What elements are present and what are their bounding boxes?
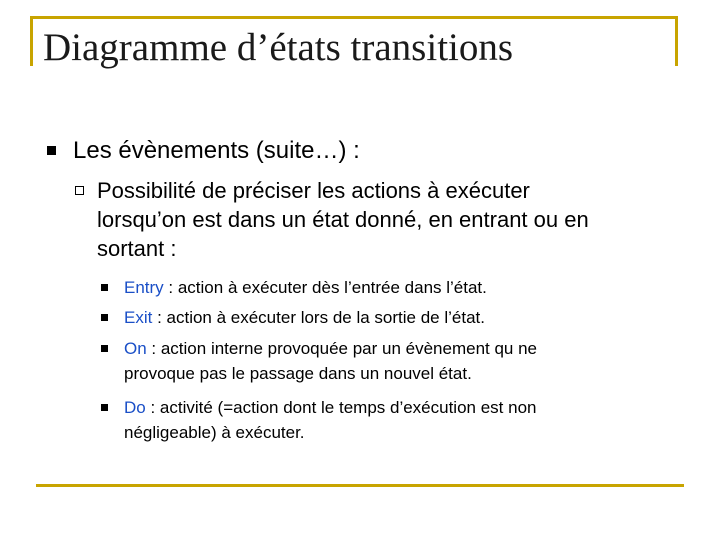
title-frame-top-rule bbox=[30, 16, 678, 19]
entry-keyword: Entry bbox=[124, 278, 164, 297]
exit-item bbox=[124, 306, 485, 329]
level3-square-bullet-icon bbox=[101, 345, 108, 352]
level3-square-bullet-icon bbox=[101, 284, 108, 291]
level1-text: Les évènements (suite…) : bbox=[73, 137, 360, 164]
title-frame-left-rule bbox=[30, 16, 33, 66]
footer-rule bbox=[36, 484, 684, 487]
do-keyword: Do bbox=[124, 398, 146, 417]
level2-line-2: lorsqu’on est dans un état donné, en entrant ou en bbox=[97, 207, 589, 232]
level2-hollow-square-bullet-icon bbox=[75, 186, 84, 195]
slide-title: Diagramme d’états transitions bbox=[43, 26, 514, 69]
on-keyword: On bbox=[124, 339, 147, 358]
level3-square-bullet-icon bbox=[101, 314, 108, 321]
entry-item bbox=[124, 276, 487, 299]
on-description-line-1: : action interne provoquée par un évènement qu ne bbox=[146, 339, 538, 358]
entry-description: : action à exécuter dès l’entrée dans l’état. bbox=[163, 278, 487, 297]
on-description-line-2: provoque pas le passage dans un nouvel état. bbox=[124, 364, 472, 383]
do-description-line-2: négligeable) à exécuter. bbox=[124, 423, 305, 442]
level1-square-bullet-icon bbox=[47, 146, 56, 155]
level2-line-3: sortant : bbox=[97, 236, 177, 261]
do-description-line-1: : activité (=action dont le temps d’exécution est non bbox=[145, 398, 537, 417]
level2-line-1: Possibilité de préciser les actions à exécuter bbox=[97, 178, 530, 203]
title-frame-right-rule bbox=[675, 16, 678, 66]
do-item bbox=[124, 396, 537, 419]
exit-description: : action à exécuter lors de la sortie de l’état. bbox=[152, 308, 485, 327]
exit-keyword: Exit bbox=[124, 308, 153, 327]
on-item bbox=[124, 337, 537, 360]
level3-square-bullet-icon bbox=[101, 404, 108, 411]
